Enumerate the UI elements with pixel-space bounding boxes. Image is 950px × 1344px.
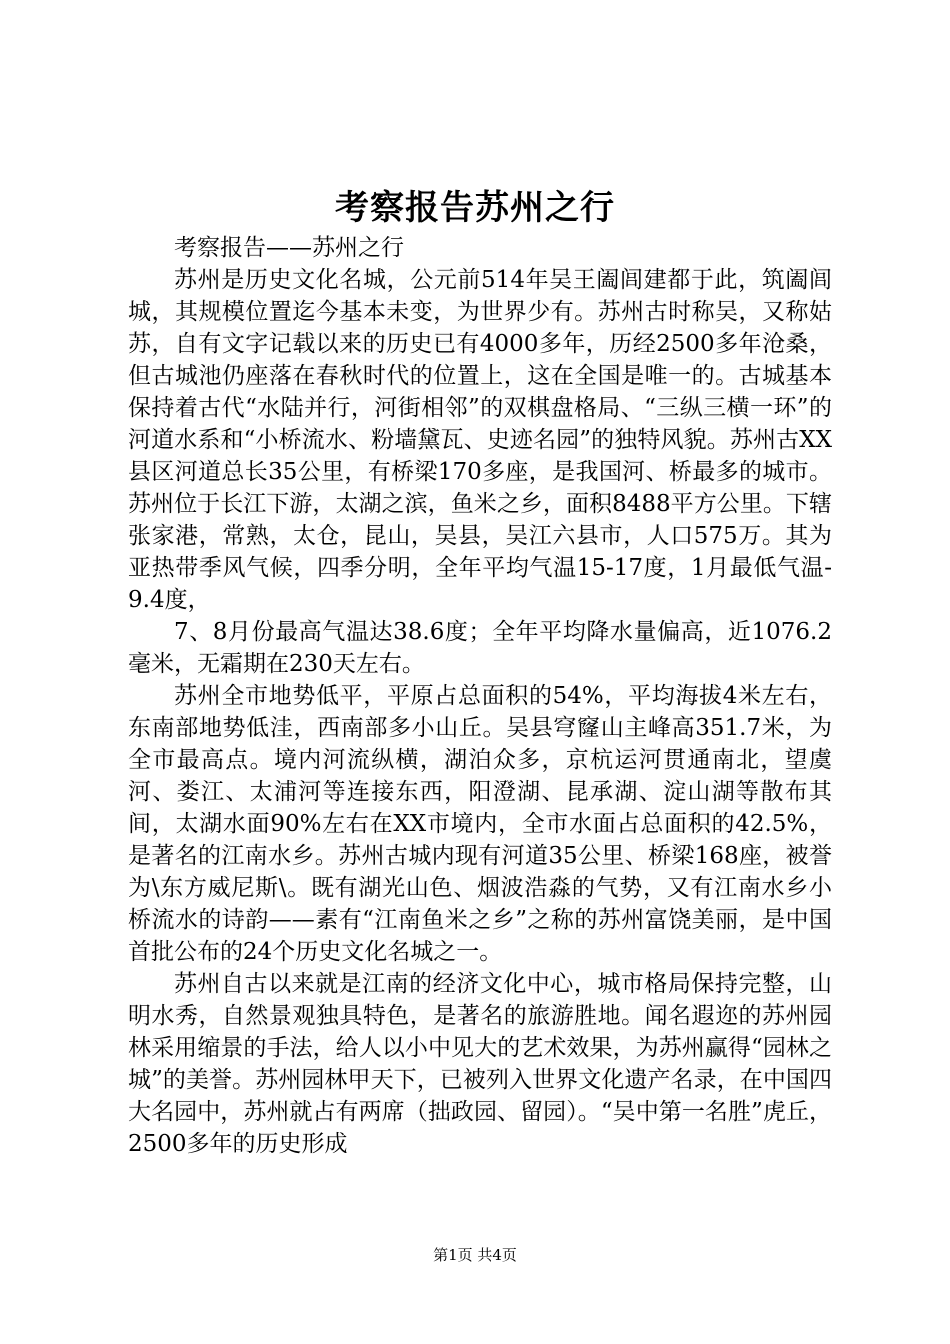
paragraph-culture: 苏州自古以来就是江南的经济文化中心，城市格局保持完整，山明水秀，自然景观独具特色，是著名的旅游胜地。闻名遐迩的苏州园林采用缩景的手法，给人以小中见大的艺术效果，为苏州赢得“园林之城”的美誉。苏州园林甲天下，已被列入世界文化遗产名录，在中国四大名园中，苏州就占有两席（拙政园、留园）。“吴中第一名胜”虎丘，2500多年的历史形成: [128, 971, 832, 1157]
document-body: [128, 232, 832, 1160]
page-footer: 第1页 共4页: [433, 1246, 517, 1264]
paragraph-subtitle: 考察报告——苏州之行: [174, 235, 404, 261]
paragraph-climate: 7、8月份最高气温达38.6度；全年平均降水量偏高，近1076.2毫米，无霜期在230天左右。: [128, 619, 832, 677]
document-title: 考察报告苏州之行: [335, 188, 615, 228]
paragraph-intro: 苏州是历史文化名城，公元前514年吴王阖闾建都于此，筑阖闾城，其规模位置迄今基本未变，为世界少有。苏州古时称吴，又称姑苏，自有文字记载以来的历史已有4000多年，历经2500多年沧桑，但古城池仍座落在春秋时代的位置上，这在全国是唯一的。古城基本保持着古代“水陆并行，河街相邻”的双棋盘格局、“三纵三横一环”的河道水系和“小桥流水、粉墙黛瓦、史迹名园”的独特风貌。苏州古XX县区河道总长35公里，有桥梁170多座，是我国河、桥最多的城市。苏州位于长江下游，太湖之滨，鱼米之乡，面积8488平方公里。下辖张家港，常熟，太仓，昆山，吴县，吴江六县市，人口575万。其为亚热带季风气候，四季分明，全年平均气温15-17度，1月最低气温-9.4度，: [128, 267, 832, 613]
paragraph-geography: 苏州全市地势低平，平原占总面积的54%，平均海拔4米左右，东南部地势低洼，西南部多小山丘。吴县穹窿山主峰高351.7米，为全市最高点。境内河流纵横，湖泊众多，京杭运河贯通南北，望虞河、娄江、太浦河等连接东西，阳澄湖、昆承湖、淀山湖等散布其间，太湖水面90%左右在XX市境内，全市水面占总面积的42.5%，是著名的江南水乡。苏州古城内现有河道35公里、桥梁168座，被誉为\东方威尼斯\。既有湖光山色、烟波浩淼的气势，又有江南水乡小桥流水的诗韵——素有“江南鱼米之乡”之称的苏州富饶美丽，是中国首批公布的24个历史文化名城之一。: [128, 683, 832, 965]
